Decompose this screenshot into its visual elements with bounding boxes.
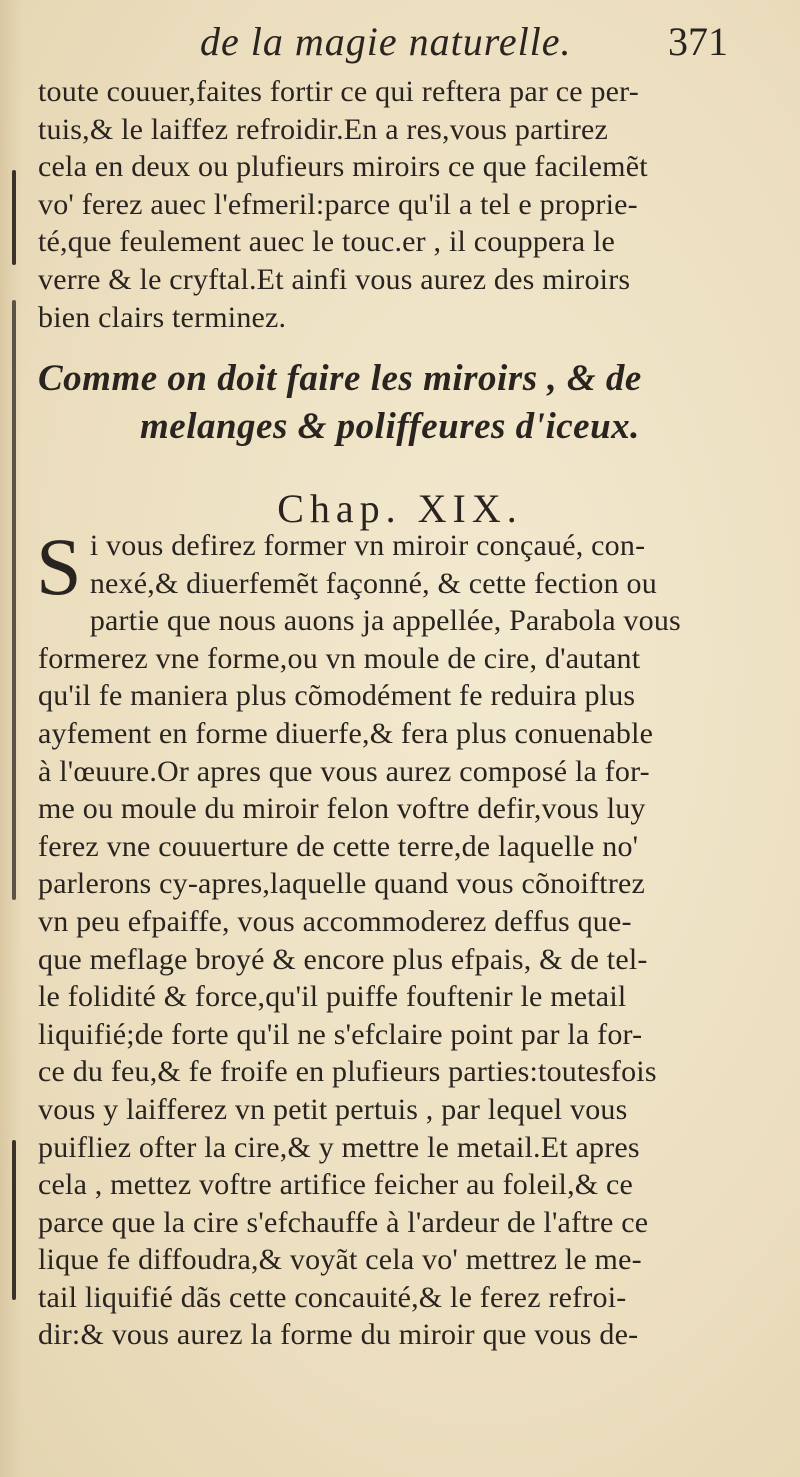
text-line: parce que la cire s'efchauffe à l'ardeur de l'aftre ce [38,1205,649,1239]
text-line: que meflage broyé & encore plus efpais, & de tel- [38,942,648,976]
text-line: le folidité & force,qu'il puiffe fouftenir le metail [38,980,627,1014]
section-title-line: melanges & poliffeures d'iceux. [140,406,640,447]
text-line: vn peu efpaiffe, vous accommoderez deffus que- [38,904,632,938]
text-line: lique fe diffoudra,& voyãt cela vo' mettrez le me- [38,1243,642,1277]
text-line: puifliez ofter la cire,& y mettre le metail.Et apres [38,1130,640,1164]
text-line: vous y laifferez vn petit pertuis , par lequel vous [38,1092,628,1126]
text-line: formerez vne forme,ou vn moule de cire, d'autant [38,641,641,675]
margin-mark [12,1140,16,1300]
page-gutter-shadow [0,0,22,1477]
text-line: ayfement en forme diuerfe,& fera plus conuenable [38,716,654,750]
text-line: vo' ferez auec l'efmeril:parce qu'il a tel e proprie- [38,187,638,221]
text-line: partie que nous auons ja appellée, Parabola vous [89,604,681,638]
margin-mark [12,300,16,900]
text-line: à l'œuure.Or apres que vous aurez composé la for- [38,754,650,788]
text-line: ce du feu,& fe froife en plufieurs parties:toutesfois [38,1055,657,1089]
text-line: ferez vne couuerture de cette terre,de laquelle no' [38,829,639,863]
text-line: tuis,& le laiffez refroidir.En a res,vous partirez [38,112,609,146]
page-number: 371 [668,19,728,64]
margin-mark [12,170,16,265]
section-title-line: Comme on doit faire les miroirs , & de [38,358,642,399]
running-title: de la magie naturelle. [200,19,572,64]
text-line: i vous defirez former vn miroir conçaué, con- [89,529,646,562]
text-line: cela en deux ou plufieurs miroirs ce que facilemẽt [38,150,648,184]
text-line: qu'il fe maniera plus cõmodément fe reduira plus [38,679,636,713]
text-line: liquifié;de forte qu'il ne s'efclaire point par la for- [38,1017,643,1051]
section-title [38,355,790,451]
text-line: verre & le cryftal.Et ainfi vous aurez des miroirs [38,262,631,296]
page-header [0,8,800,68]
chapter-heading: Chap. XIX. [277,486,523,531]
text-line: parlerons cy-apres,laquelle quand vous cõnoiftrez [38,867,646,901]
text-line: nexé,& diuerfemẽt façonné, & cette fection ou [89,566,657,600]
drop-cap: S [36,521,82,612]
paragraph-1 [38,73,790,336]
text-line: cela , mettez voftre artifice feicher au foleil,& ce [38,1168,634,1202]
text-line: tail liquifié dãs cette concauité,& le ferez refroi- [38,1280,627,1314]
text-line: té,que feulement auec le touc.er , il couppera le [38,225,616,259]
text-line: bien clairs terminez. [38,300,287,334]
paragraph-2 [36,521,790,1354]
text-line: dir:& vous aurez la forme du miroir que vous de- [38,1318,639,1352]
text-line: me ou moule du miroir felon voftre defir,vous luy [38,792,646,826]
text-line: toute couuer,faites fortir ce qui reftera par ce per- [38,75,639,108]
